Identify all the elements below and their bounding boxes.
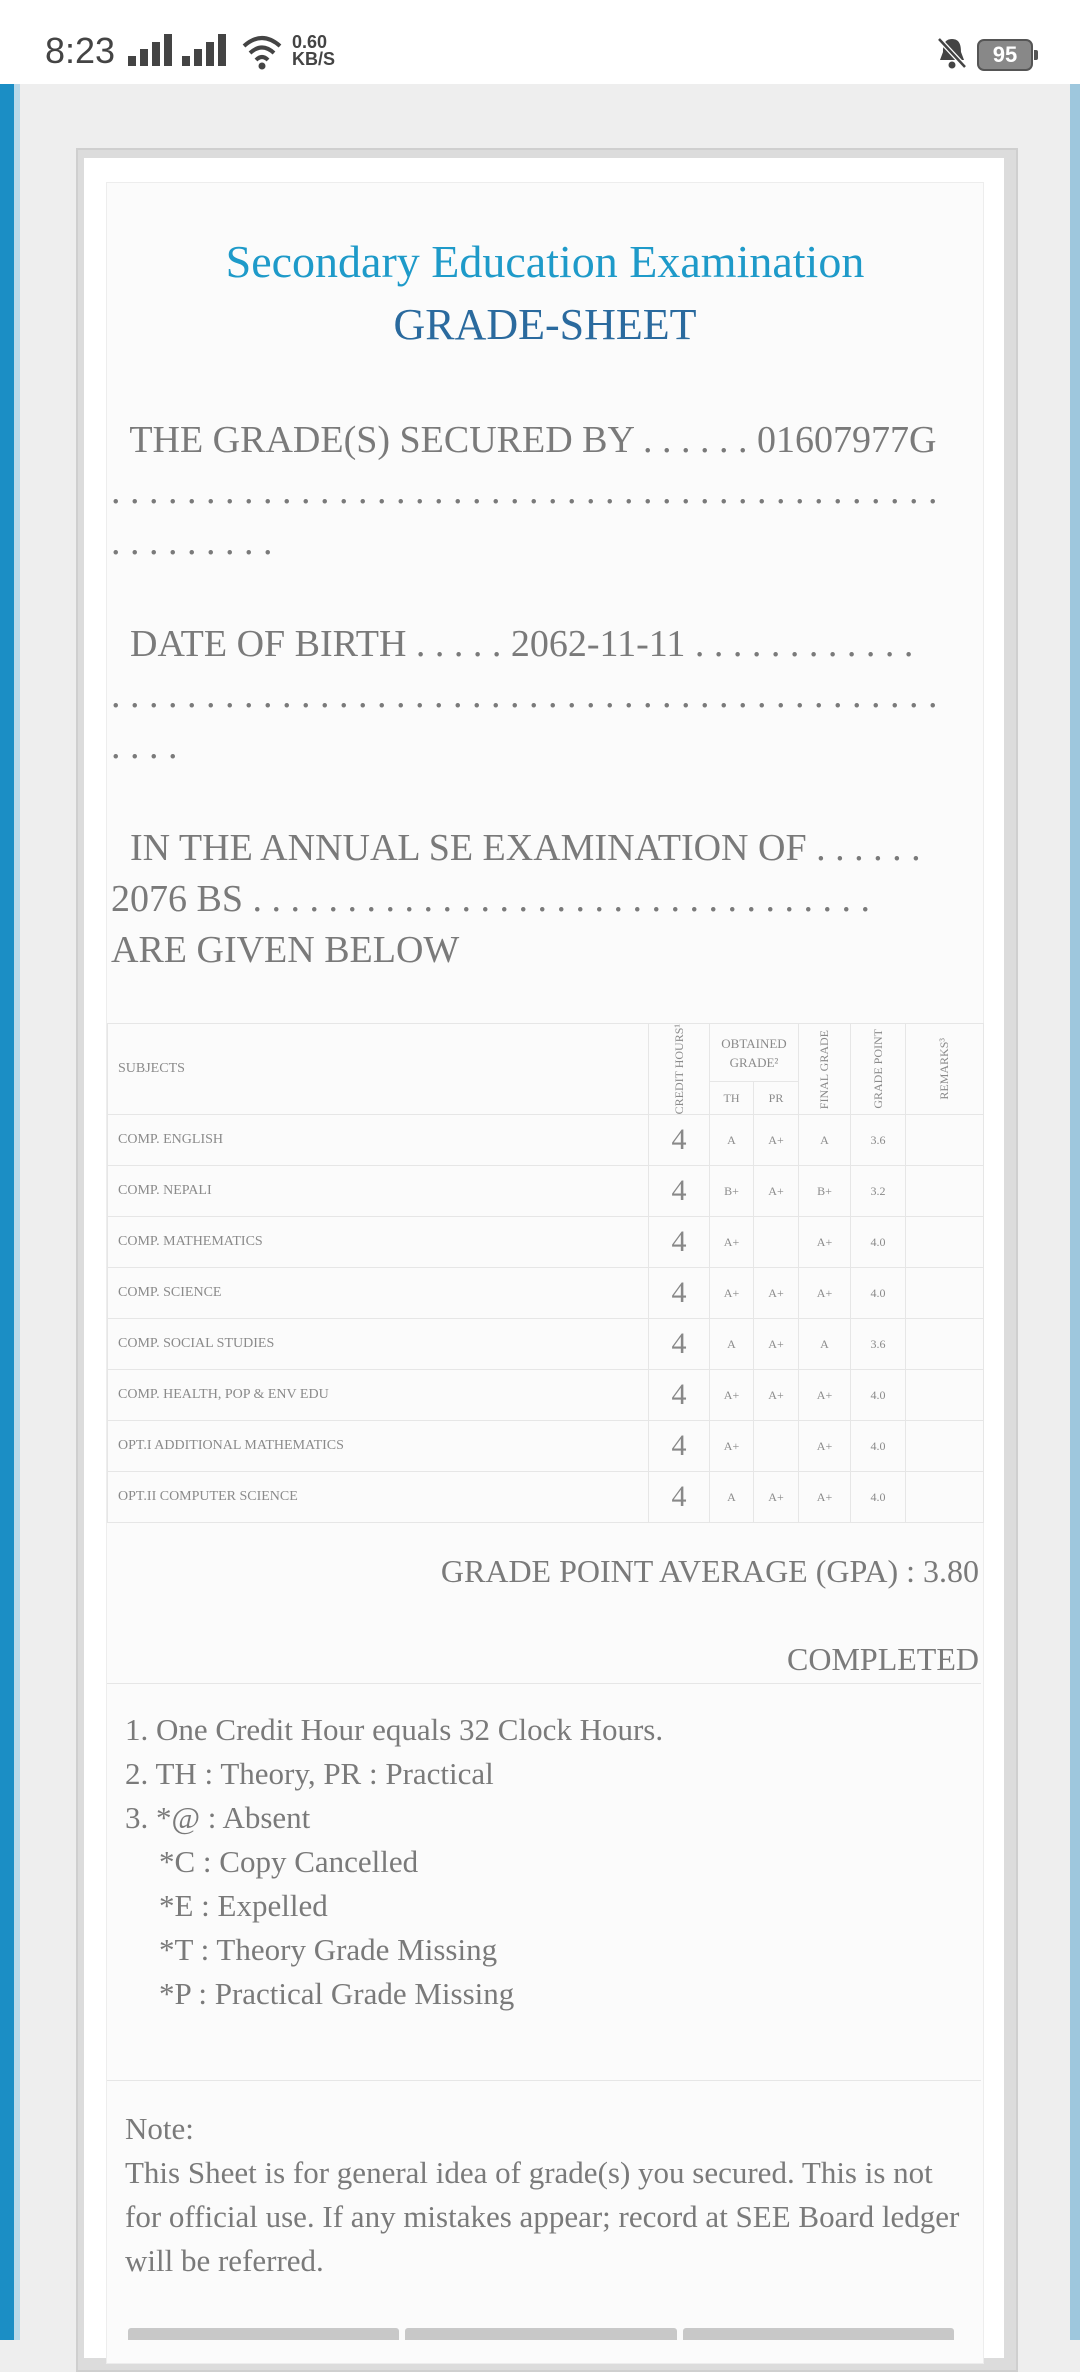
grade-point-cell: 3.6 xyxy=(851,1115,906,1166)
grade-point-cell: 3.2 xyxy=(851,1166,906,1217)
practical-grade-cell: A+ xyxy=(754,1115,799,1166)
left-edge-strip xyxy=(0,84,14,2340)
dotted-line: . . . . . . . . . . . . . . . . . . . . . . . . . . . . . . . . . . . . . . . . . . . . xyxy=(111,674,938,716)
credit-hours-cell: 4 xyxy=(649,1370,710,1421)
exam-title: Secondary Education Examination xyxy=(225,236,865,287)
subject-cell: OPT.II COMPUTER SCIENCE xyxy=(108,1472,649,1523)
table-row xyxy=(108,1472,984,1523)
exam-line: IN THE ANNUAL SE EXAMINATION OF . . . . . . xyxy=(111,827,921,869)
theory-grade-cell: B+ xyxy=(710,1166,754,1217)
legend-item: *P : Practical Grade Missing xyxy=(159,1976,515,2011)
subjects-header: SUBJECTS xyxy=(108,1024,649,1115)
legend-item: 2. TH : Theory, PR : Practical xyxy=(125,1756,494,1791)
date-of-birth-line: DATE OF BIRTH . . . . . 2062-11-11 . . . . . . . . . . . . xyxy=(111,623,914,665)
remarks-cell xyxy=(906,1115,984,1166)
final-grade-cell: A xyxy=(799,1319,851,1370)
practical-grade-cell xyxy=(754,1421,799,1472)
theory-grade-cell: A+ xyxy=(710,1421,754,1472)
remarks-cell xyxy=(906,1268,984,1319)
left-edge-strip-light xyxy=(14,84,20,2340)
table-row xyxy=(108,1370,984,1421)
theory-header: TH xyxy=(710,1082,754,1115)
credit-hours-header: CREDIT HOURS¹ xyxy=(649,1024,710,1115)
legend-item: *T : Theory Grade Missing xyxy=(159,1932,498,1967)
bell-muted-icon xyxy=(936,36,968,70)
legend-item: *C : Copy Cancelled xyxy=(159,1844,419,1879)
theory-grade-cell: A xyxy=(710,1319,754,1370)
table-row xyxy=(108,1268,984,1319)
credit-hours-cell: 4 xyxy=(649,1472,710,1523)
final-grade-cell: A xyxy=(799,1115,851,1166)
subject-cell: COMP. HEALTH, POP & ENV EDU xyxy=(108,1370,649,1421)
grade-point-cell: 4.0 xyxy=(851,1370,906,1421)
tab-indicator[interactable] xyxy=(405,2328,676,2340)
grade-point-cell: 4.0 xyxy=(851,1268,906,1319)
grade-point-cell: 4.0 xyxy=(851,1421,906,1472)
final-grade-header: FINAL GRADE xyxy=(799,1024,851,1115)
table-row xyxy=(108,1166,984,1217)
network-speed xyxy=(292,34,335,68)
signal-strength-2-icon xyxy=(182,34,228,66)
wifi-icon xyxy=(242,32,282,72)
subject-cell: COMP. MATHEMATICS xyxy=(108,1217,649,1268)
final-grade-cell: B+ xyxy=(799,1166,851,1217)
dotted-line: . . . . . . . . . . . . . . . . . . . . . . . . . . . . . . . . . . . . . . . . . . . . xyxy=(111,470,938,512)
subject-cell: COMP. SCIENCE xyxy=(108,1268,649,1319)
bottom-tab-indicators xyxy=(128,2328,954,2340)
theory-grade-cell: A xyxy=(710,1472,754,1523)
dotted-line: . . . . xyxy=(111,725,178,767)
credit-hours-cell: 4 xyxy=(649,1421,710,1472)
credit-hours-cell: 4 xyxy=(649,1268,710,1319)
given-below-line: ARE GIVEN BELOW xyxy=(111,929,460,971)
remarks-cell xyxy=(906,1421,984,1472)
legend-box xyxy=(107,1683,981,2081)
grade-point-cell: 3.6 xyxy=(851,1319,906,1370)
final-grade-cell: A+ xyxy=(799,1421,851,1472)
network-speed-unit: KB/S xyxy=(292,49,336,69)
subject-cell: COMP. NEPALI xyxy=(108,1166,649,1217)
subject-cell: COMP. ENGLISH xyxy=(108,1115,649,1166)
legend-item: 3. *@ : Absent xyxy=(125,1800,311,1835)
note-text: This Sheet is for general idea of grade(s) you secured. This is not for official use. If any mistakes appear; record at SEE Board ledger will be referred. xyxy=(125,2155,960,2278)
subject-cell: COMP. SOCIAL STUDIES xyxy=(108,1319,649,1370)
final-grade-cell: A+ xyxy=(799,1472,851,1523)
remarks-cell xyxy=(906,1370,984,1421)
final-grade-cell: A+ xyxy=(799,1217,851,1268)
tab-indicator[interactable] xyxy=(128,2328,399,2340)
theory-grade-cell: A+ xyxy=(710,1370,754,1421)
dotted-line: . . . . . . . . . xyxy=(111,521,273,563)
practical-grade-cell: A+ xyxy=(754,1166,799,1217)
legend-item: *E : Expelled xyxy=(159,1888,328,1923)
status-bar xyxy=(0,0,1080,84)
credit-hours-cell: 4 xyxy=(649,1115,710,1166)
credit-hours-cell: 4 xyxy=(649,1217,710,1268)
right-edge-strip xyxy=(1070,84,1080,2340)
practical-grade-cell: A+ xyxy=(754,1319,799,1370)
practical-header: PR xyxy=(754,1082,799,1115)
remarks-header: REMARKS³ xyxy=(906,1024,984,1115)
remarks-cell xyxy=(906,1166,984,1217)
theory-grade-cell: A xyxy=(710,1115,754,1166)
grade-point-header: GRADE POINT xyxy=(851,1024,906,1115)
secured-by-line: THE GRADE(S) SECURED BY . . . . . . 01607977G xyxy=(111,419,937,461)
table-row xyxy=(108,1115,984,1166)
secured-by-block xyxy=(111,415,979,568)
result-status: COMPLETED xyxy=(787,1641,979,1677)
date-of-birth-block xyxy=(111,619,979,772)
sheet-title: GRADE-SHEET xyxy=(393,300,697,349)
credit-hours-cell: 4 xyxy=(649,1319,710,1370)
exam-year-block xyxy=(111,823,979,976)
remarks-cell xyxy=(906,1319,984,1370)
practical-grade-cell: A+ xyxy=(754,1370,799,1421)
grade-table xyxy=(107,1023,984,1523)
obtained-grade-header: OBTAINED GRADE² xyxy=(710,1024,799,1082)
exam-year-line: 2076 BS . . . . . . . . . . . . . . . . . . . . . . . . . . . . . . . . . xyxy=(111,878,870,920)
legend-item: 1. One Credit Hour equals 32 Clock Hours. xyxy=(125,1712,664,1747)
remarks-cell xyxy=(906,1217,984,1268)
gpa-summary: GRADE POINT AVERAGE (GPA) : 3.80 xyxy=(440,1553,979,1589)
grade-point-cell: 4.0 xyxy=(851,1472,906,1523)
final-grade-cell: A+ xyxy=(799,1268,851,1319)
subject-cell: OPT.I ADDITIONAL MATHEMATICS xyxy=(108,1421,649,1472)
note-title: Note: xyxy=(125,2111,194,2146)
table-row xyxy=(108,1421,984,1472)
table-row xyxy=(108,1319,984,1370)
practical-grade-cell xyxy=(754,1217,799,1268)
network-speed-value: 0.60 xyxy=(292,32,328,52)
final-grade-cell: A+ xyxy=(799,1370,851,1421)
practical-grade-cell: A+ xyxy=(754,1268,799,1319)
remarks-cell xyxy=(906,1472,984,1523)
note-block xyxy=(125,2107,965,2283)
table-row xyxy=(108,1217,984,1268)
battery-icon: 95 xyxy=(977,39,1033,71)
theory-grade-cell: A+ xyxy=(710,1268,754,1319)
theory-grade-cell: A+ xyxy=(710,1217,754,1268)
tab-indicator[interactable] xyxy=(683,2328,954,2340)
grade-point-cell: 4.0 xyxy=(851,1217,906,1268)
clock: 8:23 xyxy=(45,30,116,71)
credit-hours-cell: 4 xyxy=(649,1166,710,1217)
signal-strength-icon xyxy=(128,34,174,66)
practical-grade-cell: A+ xyxy=(754,1472,799,1523)
grade-sheet xyxy=(106,182,984,2364)
